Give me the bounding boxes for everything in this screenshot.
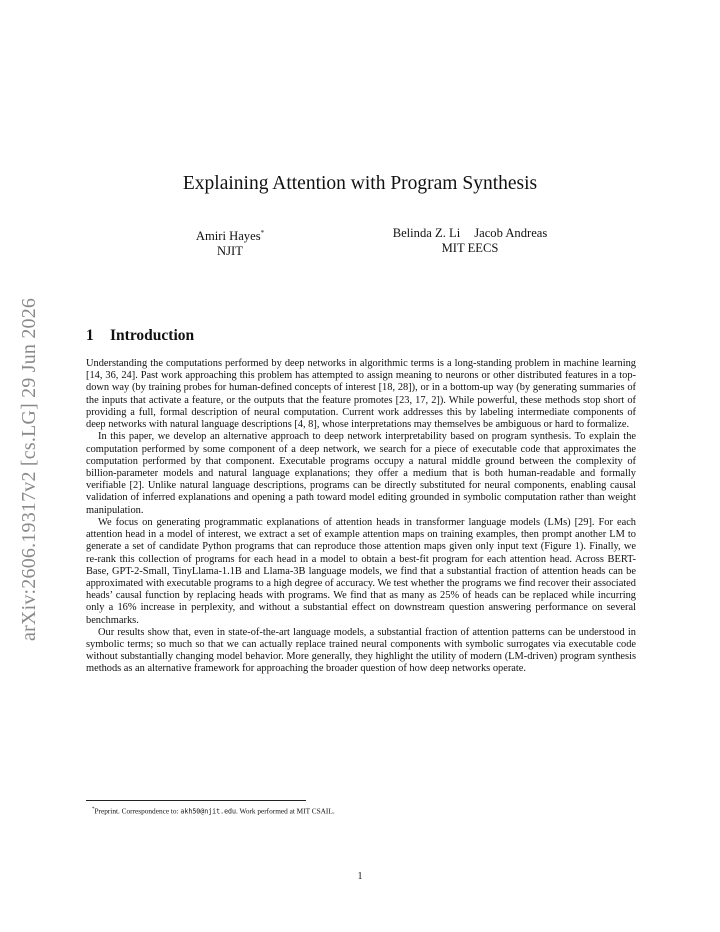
- author-names: [360, 226, 580, 241]
- paper-title: Explaining Attention with Program Synthesis: [182, 173, 538, 194]
- author-footnote-marker: *: [260, 229, 265, 237]
- footnote: [92, 805, 335, 816]
- author-name: Belinda Z. Li: [392, 226, 461, 240]
- author-names: [160, 226, 300, 244]
- author-affiliation: MIT EECS: [441, 241, 499, 255]
- author-name: Jacob Andreas: [474, 226, 548, 240]
- section-heading: [86, 327, 194, 345]
- author-block-li-andreas: [360, 226, 580, 256]
- footnote-text-end: . Work performed at MIT CSAIL.: [236, 806, 335, 816]
- footnote-email: akh50@njit.edu: [180, 807, 236, 816]
- section-title: Introduction: [110, 327, 195, 344]
- introduction-body: [86, 358, 636, 676]
- footnote-text: Preprint. Correspondence to:: [94, 806, 181, 816]
- page-number: 1: [357, 871, 363, 882]
- paragraph: Our results show that, even in state-of-the-art language models, a substantial fraction of attention patterns can be understood in symbolic terms; so much so that we can actually replace trained neural components with symbolic surrogates via executable code without substantially changing model behavior. More generally, they highlight the utility of modern (LM-driven) program synthesis methods as an alternative framework for approaching the broader question of how deep networks operate.: [86, 626, 636, 675]
- paragraph: We focus on generating programmatic explanations of attention heads in transformer language models (LMs) [29]. For each attention head in a model of interest, we extract a set of example attention maps on training examples, then prompt another LM to generate a set of candidate Python programs that can reproduce those attention maps given only input text (Figure 1). Finally, we re-rank this collection of programs for each head in a model to obtain a best-fit program for each attention head. Across BERT-Base, GPT-2-Small, TinyLlama-1.1B and Llama-3B language models, we find that a substantial fraction of attention heads can be approximated with executable programs to a high degree of accuracy. We test whether the programs we find recover their associated heads’ causal function by replacing heads with programs. We find that as many as 25% of heads can be replaced while incurring only a 16% increase in perplexity, and without a substantial effect on downstream question answering performance on several benchmarks.: [86, 516, 636, 626]
- author-block-hayes: [160, 226, 300, 259]
- arxiv-identifier-stamp: arXiv:2606.19317v2 [cs.LG] 29 Jun 2026: [18, 297, 40, 641]
- paragraph: In this paper, we develop an alternative approach to deep network interpretability based on program synthesis. To explain the computation performed by some component of a deep network, we search for a piece of executable code that approximates the computation performed by that component. Executable programs occupy a natural middle ground between the complexity of billion-parameter models and natural language explanations; they offer a medium that is both human-readable and formally verifiable [2]. Unlike natural language descriptions, programs can be directly substituted for neural components, enabling causal validation of inferred explanations and opening a path toward model editing grounded in symbolic computation rather than weight manipulation.: [86, 431, 636, 516]
- footnote-marker: *: [92, 807, 95, 812]
- author-affiliation: NJIT: [217, 244, 243, 259]
- author-name: Amiri Hayes: [195, 229, 261, 244]
- footnote-divider: [86, 800, 306, 801]
- section-number: 1: [86, 327, 94, 344]
- paragraph: Understanding the computations performed by deep networks in algorithmic terms is a long-standing problem in machine learning [14, 36, 24]. Past work approaching this problem has attempted to assign meaning to neurons or other distributed features in a top-down way (by training probes for human-defined concepts of interest [18, 28]), or in a bottom-up way (by generating summaries of the inputs that activate a feature, or the outputs that the feature promotes [23, 17, 2]). While powerful, these methods stop short of providing a full, formal description of neural computation. Current work addresses this by labeling intermediate components of deep networks with natural language descriptions [4, 8], whose interpretations may themselves be ambiguous or hard to formalize.: [86, 358, 636, 431]
